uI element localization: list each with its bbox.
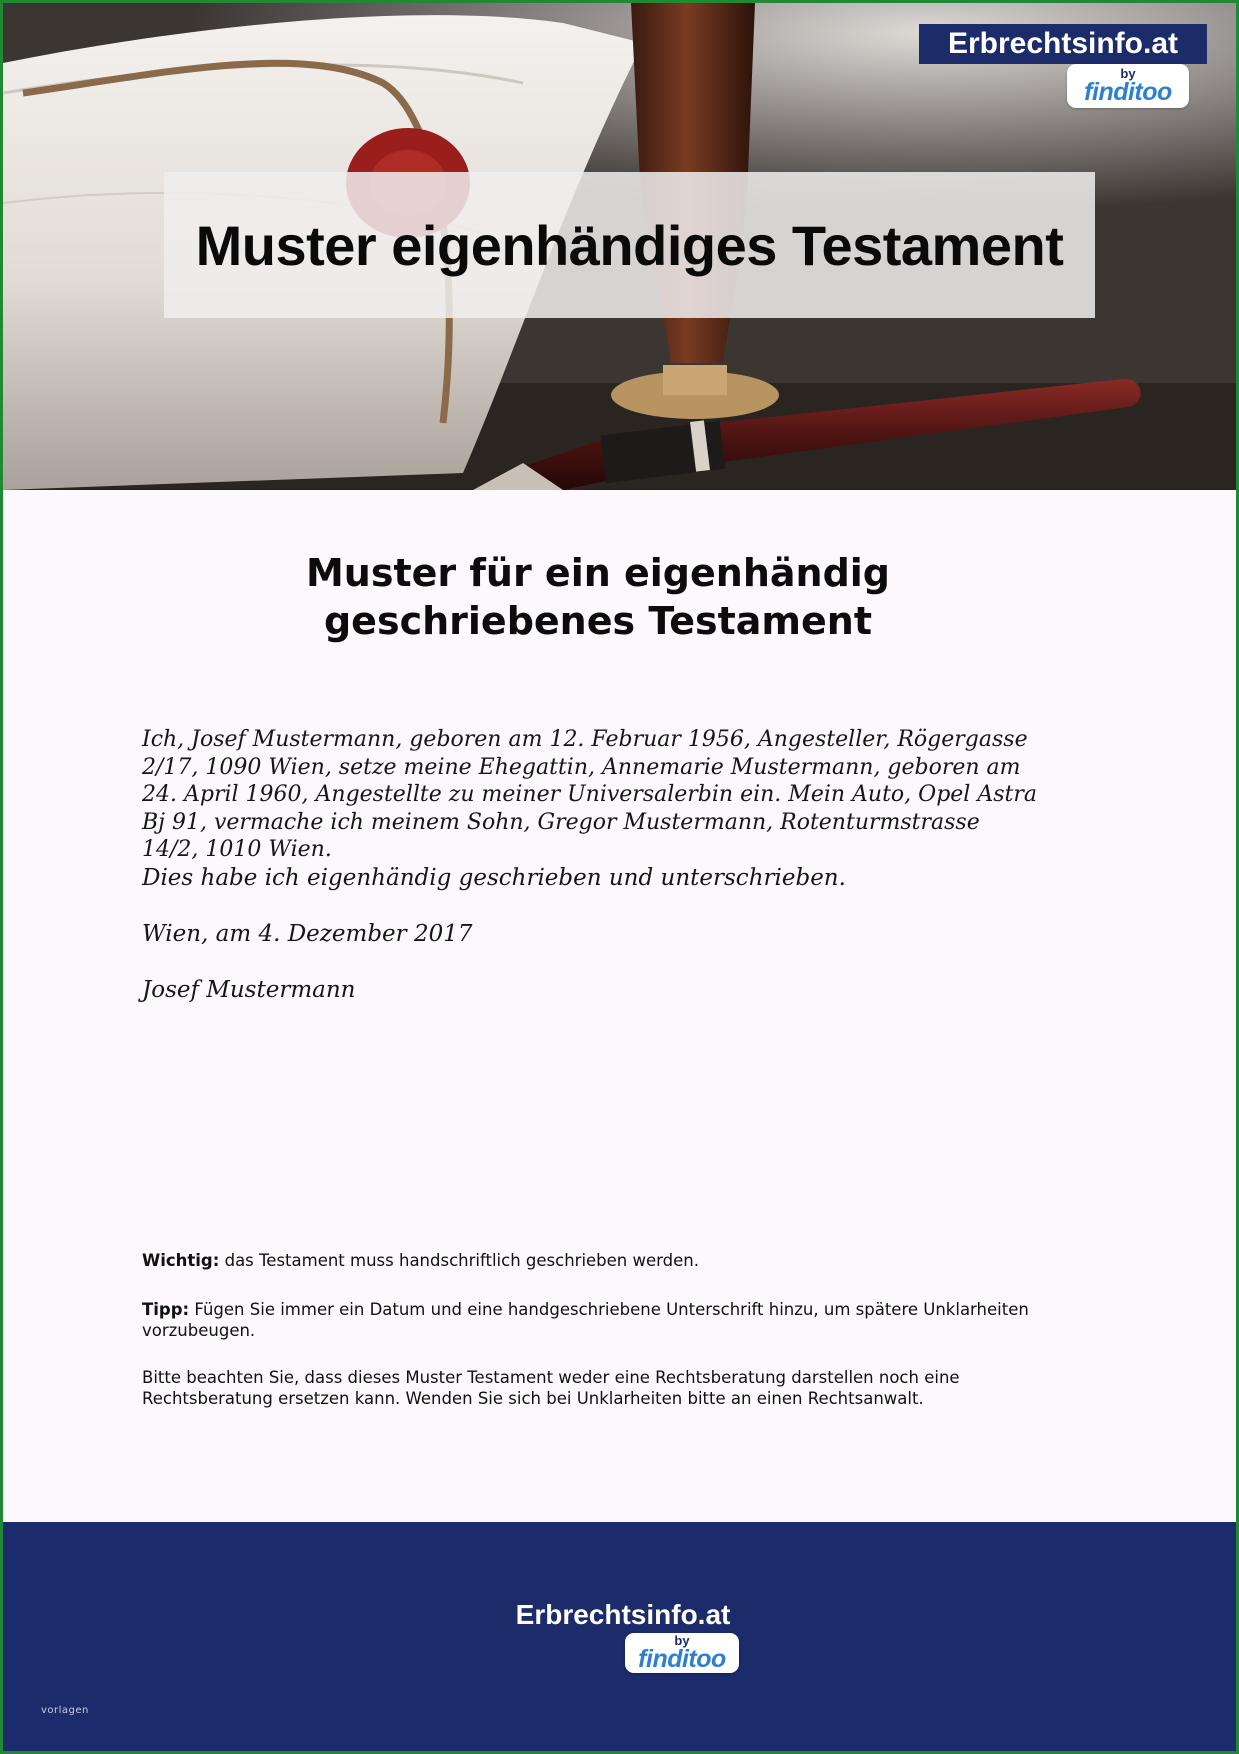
footer-finditoo-badge — [625, 1633, 739, 1673]
logo-brand-text: finditoo — [1084, 78, 1172, 106]
logo-by-text: by — [1120, 66, 1136, 81]
testament-signature: Josef Mustermann — [142, 977, 356, 1003]
hero-title: Muster eigenhändiges Testament — [195, 213, 1064, 277]
note-tip-text: Fügen Sie immer ein Datum und eine handgeschriebene Unterschrift hinzu, um spätere Unklarheiten vorzubeugen. — [142, 1300, 1029, 1340]
note-important — [142, 1250, 1042, 1271]
footer-logo-brand-text: finditoo — [638, 1645, 726, 1673]
document-title: Muster für ein eigenhändig geschriebenes Testament — [305, 551, 891, 643]
footer-logo-name: Erbrechtsinfo.at — [488, 1597, 758, 1633]
testament-place-date: Wien, am 4. Dezember 2017 — [142, 921, 473, 947]
hero-title-box — [164, 172, 1095, 318]
finditoo-badge — [1067, 64, 1189, 108]
testament-declaration: Dies habe ich eigenhändig geschrieben und unterschrieben. — [142, 865, 846, 891]
hero-banner — [3, 3, 1236, 490]
footer-note: vorlagen — [41, 1705, 89, 1716]
note-tip — [142, 1299, 1042, 1341]
note-tip-label: Tipp: — [142, 1300, 190, 1319]
erbrechtsinfo-logo[interactable] — [919, 24, 1207, 110]
note-important-label: Wichtig: — [142, 1251, 220, 1270]
note-disclaimer: Bitte beachten Sie, dass dieses Muster Testament weder eine Rechtsberatung darstellen noch eine Rechtsberatung ersetzen kann. Wenden Sie sich bei Unklarheiten bitte an einen Rechtsanwalt. — [142, 1368, 960, 1408]
testament-paragraph: Ich, Josef Mustermann, geboren am 12. Februar 1956, Angesteller, Rögergasse 2/17, 1090 Wien, setze meine Ehegattin, Annemarie Mustermann, geboren am 24. April 1960, Angestellte zu meiner Universalerbin ein. Mein Auto, Opel Astra Bj 91, vermache ich meinem Sohn, Gregor Mustermann, Rotenturmstrasse 14/2, 1010 Wien. — [142, 727, 1037, 862]
footer-erbrechtsinfo-logo[interactable] — [488, 1597, 758, 1675]
footer-logo-by-text: by — [674, 1633, 690, 1648]
note-important-text: das Testament muss handschriftlich geschrieben werden. — [224, 1251, 699, 1270]
logo-name: Erbrechtsinfo.at — [919, 24, 1207, 64]
